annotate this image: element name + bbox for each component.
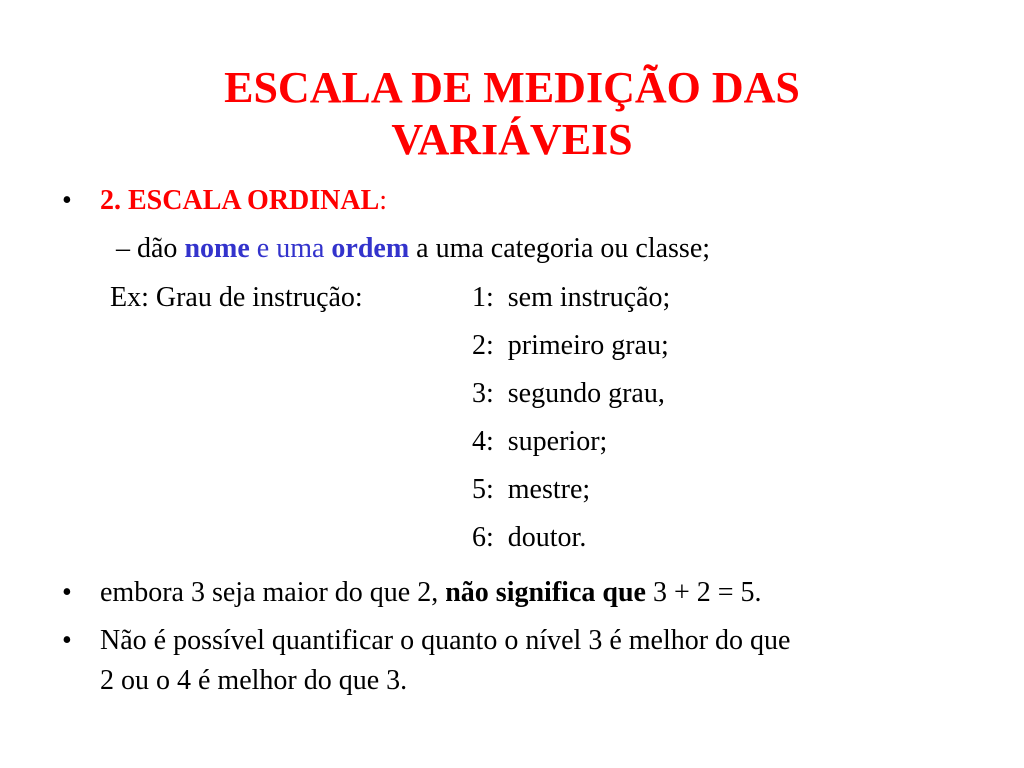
example-text: sem instrução; <box>507 282 671 313</box>
sub-nome: nome <box>184 233 250 264</box>
example-text: superior; <box>507 426 608 457</box>
example-item <box>472 377 665 411</box>
sub-bullet-definition <box>116 232 710 266</box>
example-num: 2: <box>472 330 494 361</box>
bullet-marker: • <box>62 625 72 656</box>
sub-rest: a uma categoria ou classe; <box>409 233 711 264</box>
example-num: 4: <box>472 426 494 457</box>
example-item <box>472 281 670 315</box>
example-item <box>472 473 590 507</box>
bullet-embora <box>100 576 762 610</box>
example-label: Ex: Grau de instrução: <box>110 282 363 313</box>
title-line-1: ESCALA DE MEDIÇÃO DAS <box>224 63 800 112</box>
escala-ordinal-colon: : <box>379 185 388 216</box>
bullet-marker: • <box>62 185 72 216</box>
bullet-nao-possivel-line-1: Não é possível quantificar o quanto o nível 3 é melhor do que <box>100 625 791 656</box>
bullet-escala-ordinal <box>100 184 387 218</box>
bullet-marker: • <box>62 577 72 608</box>
slide-title <box>0 62 1024 166</box>
example-text: mestre; <box>507 474 591 505</box>
embora-suffix: 3 + 2 = 5. <box>645 577 762 608</box>
example-num: 6: <box>472 522 494 553</box>
bullet-nao-possivel-line-2: 2 ou o 4 é melhor do que 3. <box>100 665 408 696</box>
embora-bold: não significa que <box>445 577 646 608</box>
example-text: primeiro grau; <box>507 330 669 361</box>
sub-ordem: ordem <box>331 233 410 264</box>
embora-prefix: embora 3 seja maior do que 2, <box>100 577 446 608</box>
example-item <box>472 329 669 363</box>
sub-dash: – <box>116 233 130 264</box>
example-num: 3: <box>472 378 494 409</box>
sub-e-uma: e uma <box>249 233 332 264</box>
example-text: segundo grau, <box>507 378 665 409</box>
title-line-2: VARIÁVEIS <box>391 115 633 164</box>
example-item <box>472 425 607 459</box>
sub-prefix: dão <box>137 233 185 264</box>
example-num: 1: <box>472 282 494 313</box>
example-text: doutor. <box>507 522 587 553</box>
example-num: 5: <box>472 474 494 505</box>
escala-ordinal-label: 2. ESCALA ORDINAL <box>100 185 380 216</box>
example-item <box>472 521 586 555</box>
